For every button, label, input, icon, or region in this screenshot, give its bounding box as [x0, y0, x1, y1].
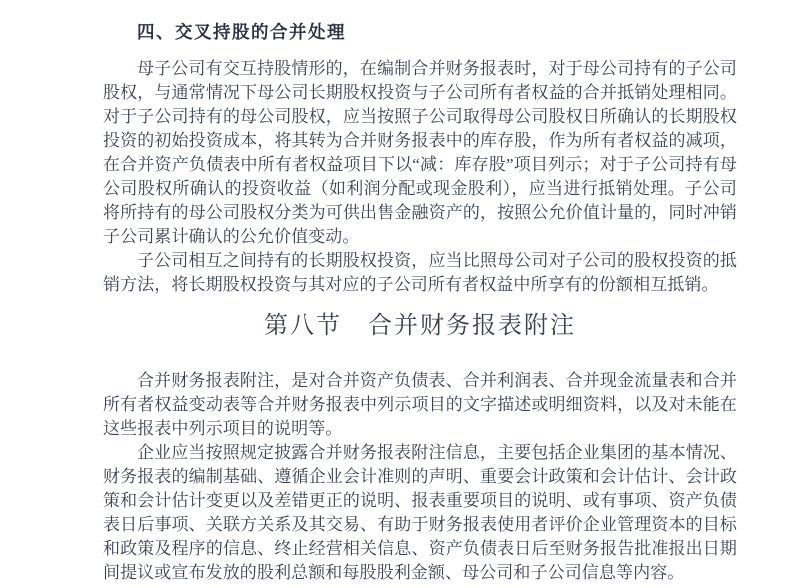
- paragraph-notes-definition: 合并财务报表附注，是对合并资产负债表、合并利润表、合并现金流量表和合并所有者权益变动表等合并财务报表中列示项目的文字描述或明细资料，以及对未能在这些报表中列示项目的说明等。: [103, 371, 737, 438]
- paragraph-notes-disclosure-requirements: 企业应当按照规定披露合并财务报表附注信息，主要包括企业集团的基本情况、财务报表的编制基础、遵循企业会计准则的声明、重要会计政策和会计估计、会计政策和会计估计变更以及差错更正的说明、报表重要项目的说明、或有事项、资产负债表日后事项、关联方关系及其交易、有助于财务报表使用者评价企业管理资本的目标和政策及程序的信息、终止经营相关信息、资产负债表日后至财务报告批准报出日期间提议或宣布发放的股利总额和每股股利金额、母公司和子公司信息等内容。: [103, 443, 737, 582]
- subsection-heading: 四、交叉持股的合并处理: [137, 22, 346, 42]
- paragraph-subsidiary-mutual-holding: 子公司相互之间持有的长期股权投资，应当比照母公司对子公司的股权投资的抵销方法，将长期股权投资与其对应的子公司所有者权益中所享有的份额相互抵销。: [103, 251, 737, 294]
- paragraph-cross-holding-treatment: 母子公司有交互持股情形的，在编制合并财务报表时，对于母公司持有的子公司股权，与通常情况下母公司长期股权投资与子公司所有者权益的合并抵销处理相同。对于子公司持有的母公司股权，应当按照子公司取得母公司股权日所确认的长期股权投资的初始投资成本，将其转为合并财务报表中的库存股，作为所有者权益的减项，在合并资产负债表中所有者权益项目下以“减：库存股”项目列示；对于子公司持有母公司股权所确认的投资收益（如利润分配或现金股利），应当进行抵销处理。子公司将所持有的母公司股权分类为可供出售金融资产的，按照公允价值计量的，同时冲销子公司累计确认的公允价值变动。: [103, 59, 737, 246]
- section-heading: 第八节 合并财务报表附注: [264, 313, 576, 339]
- page-content: [103, 22, 737, 585]
